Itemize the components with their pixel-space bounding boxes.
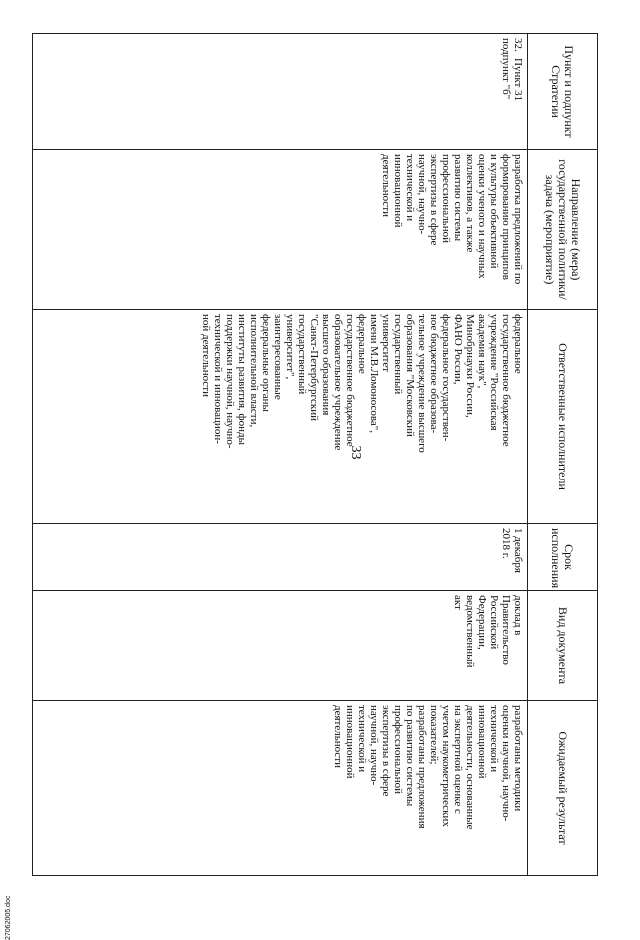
header-executors: Ответственные исполнители bbox=[528, 310, 598, 524]
row-number: 32. bbox=[512, 38, 524, 52]
cell-clause bbox=[33, 34, 528, 150]
cell-direction: разработка предложений по формированию принципов и культуры объективной оценки ученого и научных коллективов, а также развитию системы профессиональной экспертизы в сфере научной, научно- технической и инновационной деятельности bbox=[33, 150, 528, 310]
header-doc-type: Вид документа bbox=[528, 591, 598, 701]
cell-deadline: 1 декабря 2018 г. bbox=[33, 524, 528, 591]
cell-result: разработаны методики оценки научной, научно- технической и инновационной деятельности, основанные на экспертной оценке с учетом наукометрических показателей; разработаны предложения по развитию системы профессиональной экспертизы в сфере научной, научно- технической и инновационной деятельности bbox=[33, 701, 528, 876]
row-clause: Пункт 31 подпункт "б" bbox=[500, 38, 524, 102]
table-row bbox=[33, 34, 528, 876]
cell-doc-type: доклад в Правительство Российской Федерации, ведомственный акт bbox=[33, 591, 528, 701]
strategy-plan-table bbox=[32, 33, 598, 876]
table-header-row bbox=[528, 34, 598, 876]
page-number: 33 bbox=[348, 445, 363, 460]
header-deadline: Срок исполнения bbox=[528, 524, 598, 591]
footer-code: 27062005.doc bbox=[5, 895, 12, 940]
header-clause: Пункт и подпункт Стратегии bbox=[528, 34, 598, 150]
header-result: Ожидаемый результат bbox=[528, 701, 598, 876]
header-direction: Направление (мера) государственной политики/ задача (мероприятие) bbox=[528, 150, 598, 310]
footer bbox=[0, 880, 70, 940]
cell-executors: федеральное государственное бюджетное учреждение "Российская академия наук", Минобрнауки России, ФАНО России, федеральное государствен- ное бюджетное образова- тельное учреждение высшего образования "Московский государственный университет имени М.В.Ломоносова", федеральное государственное бюджетное образовательное учреждение высшего образования "Санкт-Петербургский государственный университет", заинтересованные федеральные органы исполнительной власти, институты развития, фонды поддержки научной, научно- технической и инновацион- ной деятельности bbox=[33, 310, 528, 524]
